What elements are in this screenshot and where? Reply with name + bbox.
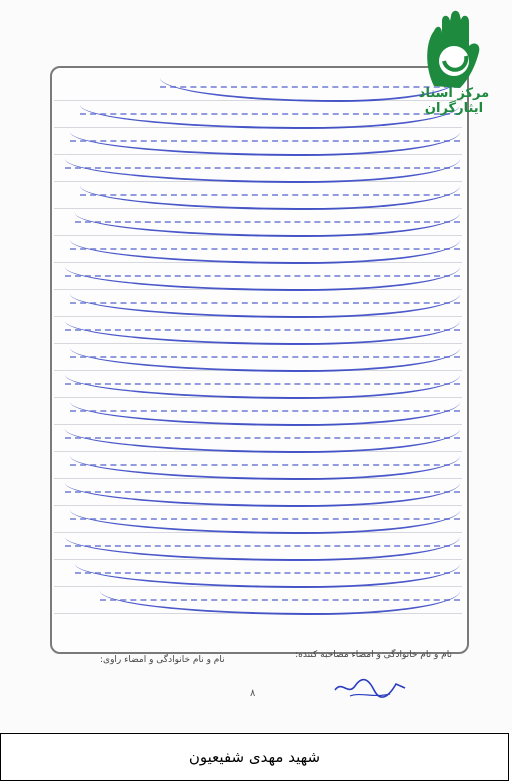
page-number: ۸ bbox=[250, 688, 256, 699]
caption-box bbox=[0, 733, 509, 781]
interviewer-signature-label: نام و نام خانوادگی و امضاء مصاحبه کننده: bbox=[295, 650, 452, 660]
caption-title: شهید مهدی شفیعیون bbox=[188, 748, 321, 766]
logo-text: مرکز اسناد ایثارگران bbox=[418, 86, 490, 116]
handwritten-signature bbox=[330, 672, 410, 702]
narrator-signature-label: نام و نام خانوادگی و امضاء راوی: bbox=[100, 655, 225, 665]
